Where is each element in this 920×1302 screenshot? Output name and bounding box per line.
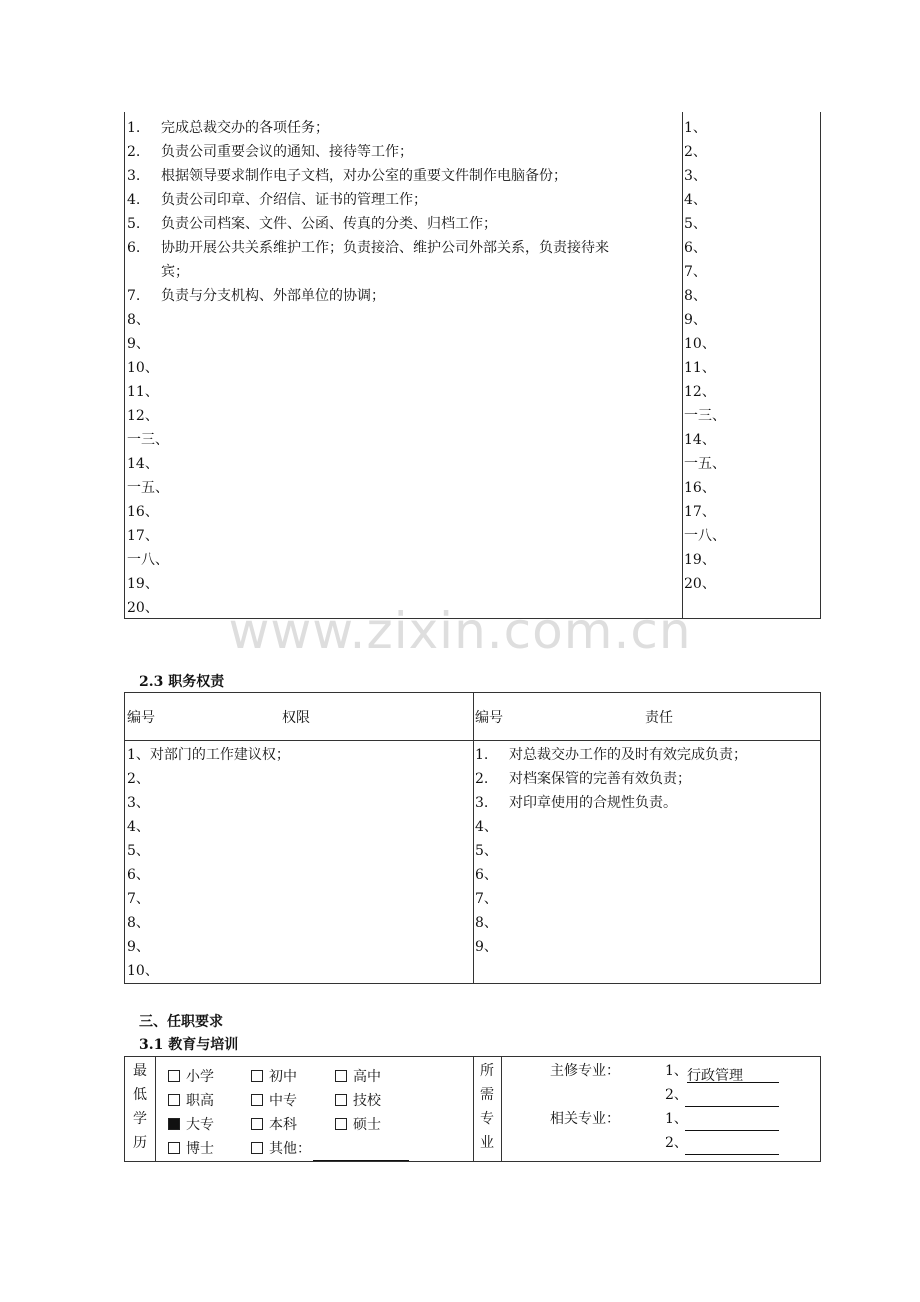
authority-row	[127, 815, 150, 839]
education-label-char: 低	[133, 1087, 147, 1103]
duty-number: 5.	[127, 216, 141, 232]
education-option-职高[interactable]	[168, 1089, 214, 1113]
duty-number: 10、	[127, 360, 159, 376]
responsibility-row	[475, 791, 677, 815]
responsibility-row	[475, 887, 509, 911]
education-option-博士[interactable]	[168, 1137, 214, 1161]
education-label-char: 学	[133, 1111, 147, 1127]
responsibility-number: 8、	[475, 915, 498, 931]
education-option-label: 高中	[353, 1069, 381, 1085]
authority-header-no: 编号	[127, 710, 155, 726]
duty-row	[127, 524, 161, 548]
duty-number: 1.	[127, 120, 141, 136]
responsibility-text: 对档案保管的完善有效负责；	[509, 771, 691, 787]
duty-right-number: 19、	[684, 552, 716, 568]
duty-number: 12、	[127, 408, 159, 424]
duty-right-number: 20、	[684, 576, 716, 592]
authority-number: 7、	[127, 891, 150, 907]
duty-right-number: 11、	[684, 360, 716, 376]
duty-row	[127, 164, 567, 188]
section-2-3-title: 2.3 职务权责	[139, 674, 225, 690]
duty-number: 20、	[127, 600, 159, 616]
duty-text: 完成总裁交办的各项任务；	[161, 120, 329, 136]
duty-row	[127, 188, 427, 212]
education-option-其他：[interactable]	[251, 1137, 409, 1161]
authority-number: 1、	[127, 747, 150, 763]
duty-right-number: 16、	[684, 480, 716, 496]
duty-row	[127, 284, 385, 308]
education-option-label: 本科	[269, 1117, 297, 1133]
related-major-2-no: 2、	[665, 1135, 688, 1151]
duty-number: 一八、	[127, 552, 169, 568]
duty-number: 8、	[127, 312, 150, 328]
education-option-label: 其他：	[269, 1141, 311, 1157]
related-major-2-field[interactable]	[685, 1131, 779, 1155]
education-option-中专[interactable]	[251, 1089, 297, 1113]
duty-text: 负责与分支机构、外部单位的协调；	[161, 288, 385, 304]
duty-number: 2.	[127, 144, 141, 160]
duty-row	[127, 548, 169, 572]
duty-right-number: 2、	[684, 144, 707, 160]
duty-right-number: 12、	[684, 384, 716, 400]
main-major-1-field[interactable]	[687, 1059, 779, 1083]
duty-text: 协助开展公共关系维护工作；负责接洽、维护公司外部关系，负责接待来	[161, 240, 609, 256]
authority-row	[127, 839, 150, 863]
education-table	[124, 1056, 821, 1162]
duty-number: 一五、	[127, 480, 169, 496]
responsibility-number: 9、	[475, 939, 498, 955]
authority-row	[127, 743, 290, 767]
duties-divider	[682, 112, 683, 618]
education-option-本科[interactable]	[251, 1113, 297, 1137]
duty-right-number: 4、	[684, 192, 707, 208]
checkbox-icon[interactable]	[168, 1118, 180, 1130]
authority-responsibility-table	[124, 692, 821, 984]
duty-row	[127, 140, 413, 164]
related-major-1-field[interactable]	[685, 1107, 779, 1131]
education-option-高中[interactable]	[335, 1065, 381, 1089]
duty-row	[127, 308, 161, 332]
duty-number: 17、	[127, 528, 159, 544]
authority-number: 9、	[127, 939, 150, 955]
duty-number: 3.	[127, 168, 141, 184]
main-major-label: 主修专业：	[550, 1063, 620, 1079]
duty-right-number: 7、	[684, 264, 707, 280]
checkbox-icon[interactable]	[251, 1094, 263, 1106]
main-major-1-no: 1、	[665, 1063, 688, 1079]
education-option-小学[interactable]	[168, 1065, 214, 1089]
duties-table	[124, 112, 821, 619]
authority-number: 8、	[127, 915, 150, 931]
checkbox-icon[interactable]	[335, 1070, 347, 1082]
major-label-char: 专	[480, 1111, 494, 1127]
duty-right-number: 一八、	[684, 528, 726, 544]
major-label-char: 需	[480, 1087, 494, 1103]
authority-number: 4、	[127, 819, 150, 835]
authority-text: 对部门的工作建议权；	[149, 747, 290, 763]
education-option-label: 大专	[186, 1117, 214, 1133]
duty-number: 11、	[127, 384, 159, 400]
responsibility-row	[475, 863, 509, 887]
duty-text: 负责公司档案、文件、公函、传真的分类、归档工作；	[161, 216, 497, 232]
education-option-label: 博士	[186, 1141, 214, 1157]
responsibility-text: 对印章使用的合规性负责。	[509, 795, 677, 811]
duty-row	[127, 236, 609, 260]
education-label-char: 最	[133, 1063, 147, 1079]
responsibility-number: 2.	[475, 771, 489, 787]
duty-row	[127, 452, 161, 476]
education-option-初中[interactable]	[251, 1065, 297, 1089]
main-major-2-no: 2、	[665, 1087, 688, 1103]
responsibility-text: 对总裁交办工作的及时有效完成负责；	[509, 747, 747, 763]
responsibility-number: 5、	[475, 843, 498, 859]
other-education-field[interactable]	[313, 1144, 409, 1161]
main-major-1-value: 行政管理	[687, 1066, 779, 1083]
authority-number: 5、	[127, 843, 150, 859]
duty-row	[127, 260, 189, 284]
section-3-title: 三、任职要求	[139, 1014, 223, 1030]
authority-row	[127, 767, 150, 791]
duty-number: 19、	[127, 576, 159, 592]
duty-number: 7.	[127, 288, 141, 304]
responsibility-row	[475, 935, 509, 959]
checkbox-icon[interactable]	[335, 1118, 347, 1130]
education-option-label: 初中	[269, 1069, 297, 1085]
authority-row	[127, 935, 150, 959]
watermark: www.zixin.com.cn	[228, 602, 692, 660]
duty-row	[127, 572, 161, 596]
main-major-2-field[interactable]	[685, 1083, 779, 1107]
authority-row	[127, 887, 150, 911]
duty-right-number: 9、	[684, 312, 707, 328]
checkbox-icon[interactable]	[251, 1070, 263, 1082]
duty-row	[127, 356, 161, 380]
checkbox-icon[interactable]	[335, 1094, 347, 1106]
education-option-label: 职高	[186, 1093, 214, 1109]
authority-number: 3、	[127, 795, 150, 811]
checkbox-icon[interactable]	[168, 1142, 180, 1154]
duty-row	[127, 428, 169, 452]
responsibility-header-no: 编号	[475, 710, 503, 726]
responsibility-number: 3.	[475, 795, 489, 811]
checkbox-icon[interactable]	[168, 1070, 180, 1082]
responsibility-number: 7、	[475, 891, 498, 907]
responsibility-row	[475, 815, 509, 839]
duty-text: 根据领导要求制作电子文档，对办公室的重要文件制作电脑备份；	[161, 168, 567, 184]
duty-text: 宾；	[161, 264, 189, 280]
duty-row	[127, 476, 169, 500]
education-option-label: 中专	[269, 1093, 297, 1109]
duty-right-number: 10、	[684, 336, 716, 352]
duty-text: 负责公司重要会议的通知、接待等工作；	[161, 144, 413, 160]
duty-number: 14、	[127, 456, 159, 472]
education-label-char: 历	[133, 1135, 147, 1151]
section-3-1-title: 3.1 教育与培训	[139, 1037, 239, 1053]
education-option-label: 硕士	[353, 1117, 381, 1133]
duty-row	[127, 404, 161, 428]
related-major-label: 相关专业：	[550, 1111, 620, 1127]
duty-number: 一三、	[127, 432, 169, 448]
authority-header: 权限	[282, 710, 310, 726]
duty-number: 6.	[127, 240, 141, 256]
responsibility-number: 1.	[475, 747, 489, 763]
major-label-char: 所	[480, 1063, 494, 1079]
education-option-硕士[interactable]	[335, 1113, 381, 1137]
duty-right-number: 17、	[684, 504, 716, 520]
duty-right-number: 一五、	[684, 456, 726, 472]
authority-number: 10、	[127, 963, 159, 979]
duty-right-number: 5、	[684, 216, 707, 232]
duty-right-number: 14、	[684, 432, 716, 448]
authority-row	[127, 911, 150, 935]
related-major-1-no: 1、	[665, 1111, 688, 1127]
education-option-技校[interactable]	[335, 1089, 381, 1113]
duty-row	[127, 116, 329, 140]
duty-right-number: 6、	[684, 240, 707, 256]
checkbox-icon[interactable]	[251, 1142, 263, 1154]
authority-number: 2、	[127, 771, 150, 787]
authority-row	[127, 863, 150, 887]
duty-row	[127, 332, 161, 356]
duty-row	[127, 500, 161, 524]
duty-right-number: 1、	[684, 120, 707, 136]
duty-text: 负责公司印章、介绍信、证书的管理工作；	[161, 192, 427, 208]
responsibility-row	[475, 911, 509, 935]
duty-number: 16、	[127, 504, 159, 520]
duty-row	[127, 212, 497, 236]
authority-number: 6、	[127, 867, 150, 883]
authority-row	[127, 791, 150, 815]
responsibility-row	[475, 839, 509, 863]
duty-number: 4.	[127, 192, 141, 208]
duty-row	[127, 380, 161, 404]
responsibility-number: 4、	[475, 819, 498, 835]
education-option-大专[interactable]	[168, 1113, 214, 1137]
major-label-char: 业	[480, 1135, 494, 1151]
duty-number: 9、	[127, 336, 150, 352]
checkbox-icon[interactable]	[251, 1118, 263, 1130]
education-option-label: 小学	[186, 1069, 214, 1085]
duty-right-number: 一三、	[684, 408, 726, 424]
responsibility-header: 责任	[645, 710, 673, 726]
duty-right-number: 8、	[684, 288, 707, 304]
responsibility-row	[475, 743, 747, 767]
education-option-label: 技校	[353, 1093, 381, 1109]
duty-right-number: 3、	[684, 168, 707, 184]
responsibility-row	[475, 767, 691, 791]
checkbox-icon[interactable]	[168, 1094, 180, 1106]
authority-row	[127, 959, 159, 983]
responsibility-number: 6、	[475, 867, 498, 883]
